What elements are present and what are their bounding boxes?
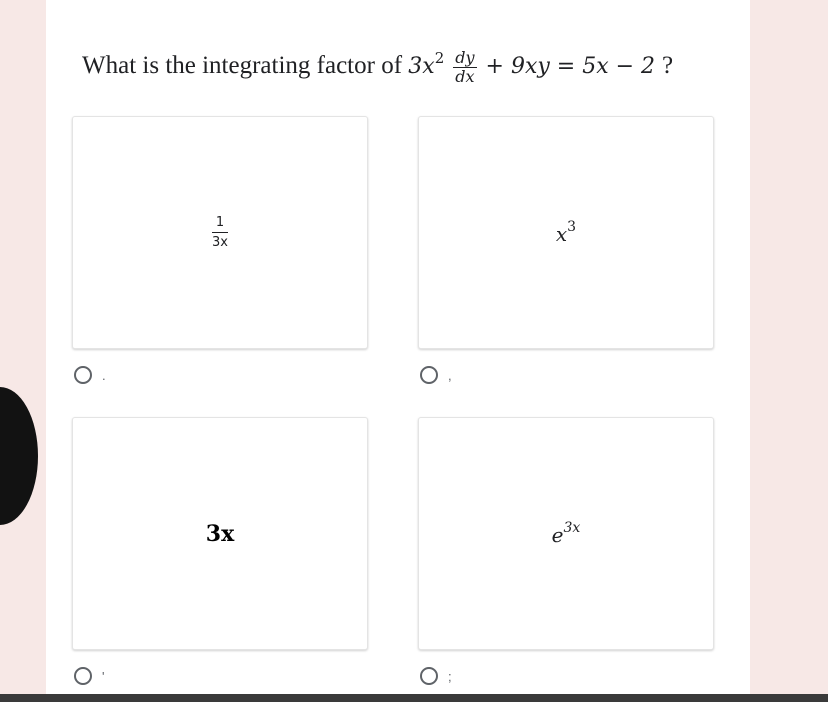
- option-4-expression: $e^{3x}$: [551, 520, 581, 547]
- option-3-expression: 3x: [205, 520, 235, 547]
- derivative-fraction: $\frac{dy}{dx}$: [455, 47, 475, 86]
- option-1-label: .: [102, 367, 106, 383]
- option-1-fraction: $\frac{1}{3x}$: [212, 215, 228, 250]
- question-card: [46, 0, 750, 694]
- question-equation: $3x^2$ $\frac{dy}{dx}$ + 9xy = 5x − 2: [408, 47, 656, 86]
- option-3-radio[interactable]: [74, 667, 92, 685]
- option-4-image[interactable]: [418, 417, 714, 650]
- option-2-choice[interactable]: [420, 363, 452, 387]
- option-2-label: ,: [448, 367, 452, 383]
- question-prefix: What is the integrating factor of: [82, 52, 403, 79]
- floating-overlay-circle[interactable]: [0, 387, 38, 525]
- option-2-expression: $x^3$: [555, 219, 577, 246]
- bottom-bar: [0, 694, 828, 702]
- option-1-radio[interactable]: [74, 366, 92, 384]
- option-4-radio[interactable]: [420, 667, 438, 685]
- option-4-label: ;: [448, 668, 452, 684]
- option-4-choice[interactable]: [420, 664, 452, 688]
- option-1-choice[interactable]: [74, 363, 106, 387]
- option-2-image[interactable]: [418, 116, 714, 349]
- option-1-image[interactable]: [72, 116, 368, 349]
- question-mark: ?: [662, 52, 674, 79]
- option-2-radio[interactable]: [420, 366, 438, 384]
- option-3-image[interactable]: [72, 417, 368, 650]
- question-text: [82, 38, 722, 87]
- option-3-label: ': [102, 668, 105, 684]
- option-3-choice[interactable]: [74, 664, 104, 688]
